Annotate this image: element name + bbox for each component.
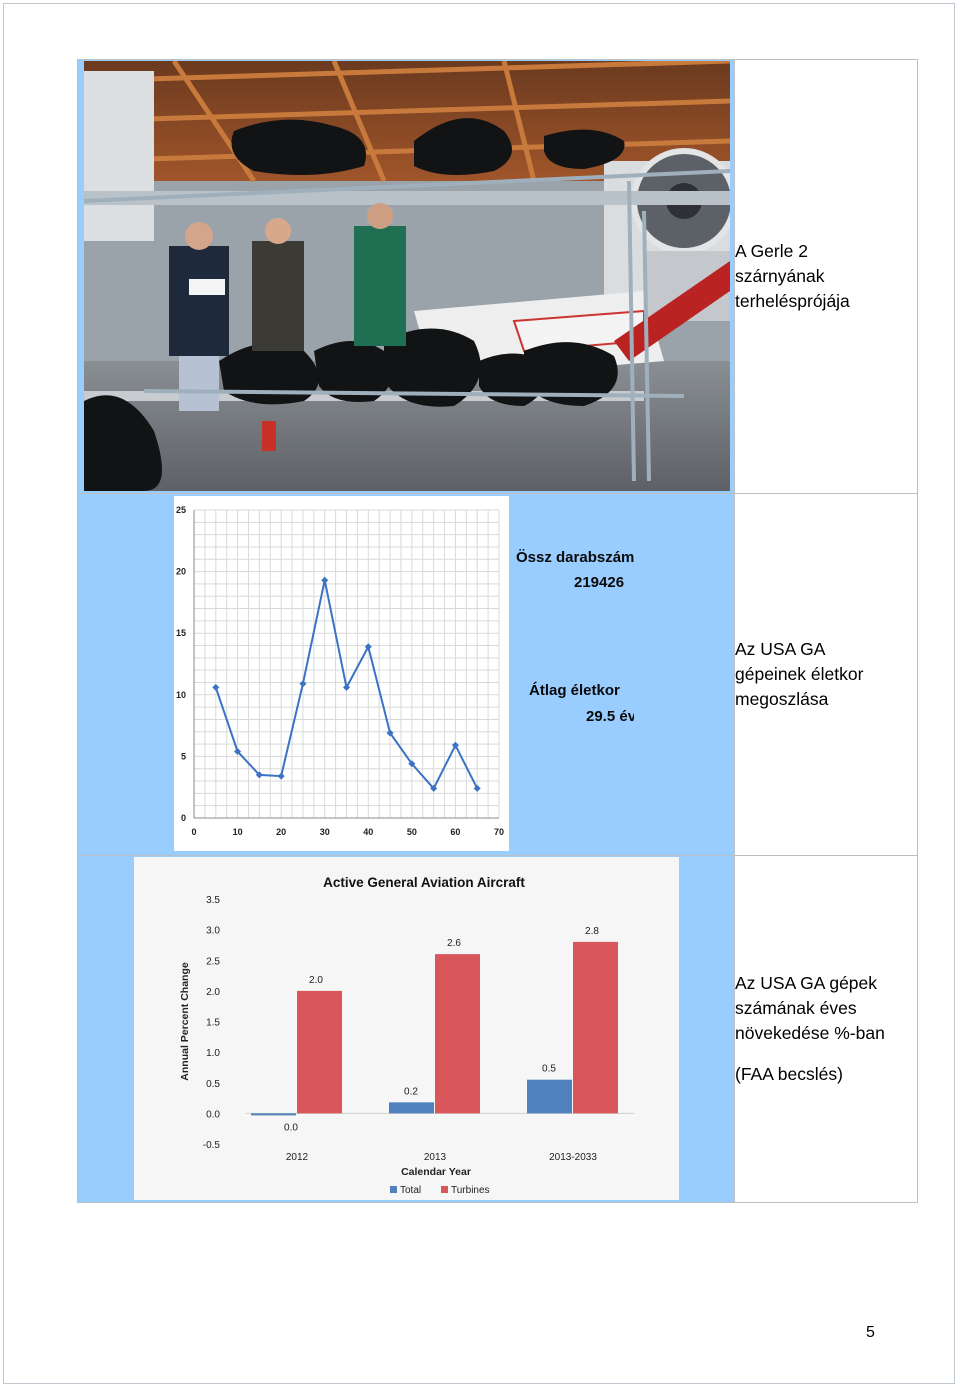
y-tick-label: 20 <box>175 566 186 577</box>
bar-total <box>527 1080 572 1114</box>
x-axis-label: Calendar Year <box>401 1166 471 1178</box>
chart-background <box>174 496 509 851</box>
legend-swatch-total <box>390 1186 397 1193</box>
y-tick-label: 0 <box>180 813 186 823</box>
y-tick-label: 25 <box>175 505 186 515</box>
caption-line: A Gerle 2 <box>735 241 808 261</box>
caption-line: gépeinek életkor <box>735 664 864 684</box>
y-tick-label: 2.5 <box>206 956 220 968</box>
chart-cell <box>78 856 735 1203</box>
annotation-group <box>516 549 634 725</box>
photo-cell <box>78 60 735 494</box>
y-tick-label: -0.5 <box>202 1140 220 1151</box>
chart-title: Active General Aviation Aircraft <box>323 875 525 890</box>
x-tick-label: 0 <box>191 827 197 837</box>
x-tick-label: 20 <box>276 827 287 837</box>
legend-label-turbines: Turbines <box>451 1185 490 1196</box>
x-tick-label: 40 <box>363 827 374 837</box>
caption-cell <box>735 494 918 856</box>
table-row <box>78 856 918 1203</box>
age-distribution-chart <box>174 496 634 851</box>
y-axis-label: Annual Percent Change <box>179 962 191 1081</box>
total-value: 219426 <box>574 574 625 591</box>
y-tick-label: 1.0 <box>206 1048 220 1060</box>
total-label: Össz darabszám : <box>516 549 634 566</box>
data-label-total: 0.0 <box>284 1122 298 1134</box>
age-chart-figure <box>174 496 634 851</box>
legend-swatch-turbines <box>441 1186 448 1193</box>
caption-line: Az USA GA gépek <box>735 973 878 993</box>
y-tick-label: 15 <box>175 628 186 639</box>
data-label-turbines: 2.0 <box>309 974 323 986</box>
legend-label-total: Total <box>400 1185 422 1196</box>
x-tick-label: 50 <box>406 827 417 837</box>
avg-value: 29.5 év <box>586 708 634 725</box>
y-tick-label: 2.0 <box>206 986 220 998</box>
x-tick-label: 2013-2033 <box>549 1152 597 1163</box>
y-tick-label: 10 <box>175 689 186 700</box>
caption-cell <box>735 60 918 494</box>
ga-growth-chart <box>134 857 679 1200</box>
table-row <box>78 60 918 494</box>
caption-line: Az USA GA <box>735 639 826 659</box>
caption-line: számának éves <box>735 998 857 1018</box>
table-row <box>78 494 918 856</box>
data-label-total: 0.5 <box>542 1063 556 1075</box>
bar-total <box>389 1102 434 1113</box>
caption-line: megoszlása <box>735 689 829 709</box>
y-tick-label: 3.0 <box>206 925 220 937</box>
caption-line: szárnyának <box>735 266 825 286</box>
x-tick-label: 60 <box>450 827 461 837</box>
chart-cell <box>78 494 735 856</box>
x-tick-label: 10 <box>232 827 243 837</box>
caption-cell <box>735 856 918 1203</box>
bar-total <box>251 1113 296 1115</box>
bar-turbines <box>435 954 480 1113</box>
x-tick-label: 70 <box>493 827 505 837</box>
caption-line: növekedése %-ban <box>735 1023 885 1043</box>
y-tick-label: 0.0 <box>206 1109 220 1121</box>
avg-label: Átlag életkor <box>529 682 620 699</box>
page-number: 5 <box>866 1324 875 1341</box>
y-tick-label: 5 <box>180 751 186 762</box>
caption-note: (FAA becslés) <box>735 1064 843 1084</box>
data-label-total: 0.2 <box>404 1086 418 1098</box>
bar-turbines <box>297 991 342 1114</box>
y-tick-label: 1.5 <box>206 1017 220 1029</box>
ga-growth-figure <box>134 857 679 1200</box>
x-tick-label: 30 <box>319 827 330 837</box>
hangar-photo <box>84 61 730 491</box>
data-label-turbines: 2.6 <box>447 938 461 950</box>
y-tick-label: 0.5 <box>206 1078 220 1090</box>
x-tick-label: 2013 <box>423 1152 447 1163</box>
caption-line: terhelésprójája <box>735 291 850 311</box>
x-tick-label: 2012 <box>285 1152 309 1163</box>
layout-table <box>77 59 918 1203</box>
y-tick-label: 3.5 <box>206 895 220 906</box>
data-label-turbines: 2.8 <box>585 925 599 937</box>
bar-turbines <box>573 942 618 1114</box>
